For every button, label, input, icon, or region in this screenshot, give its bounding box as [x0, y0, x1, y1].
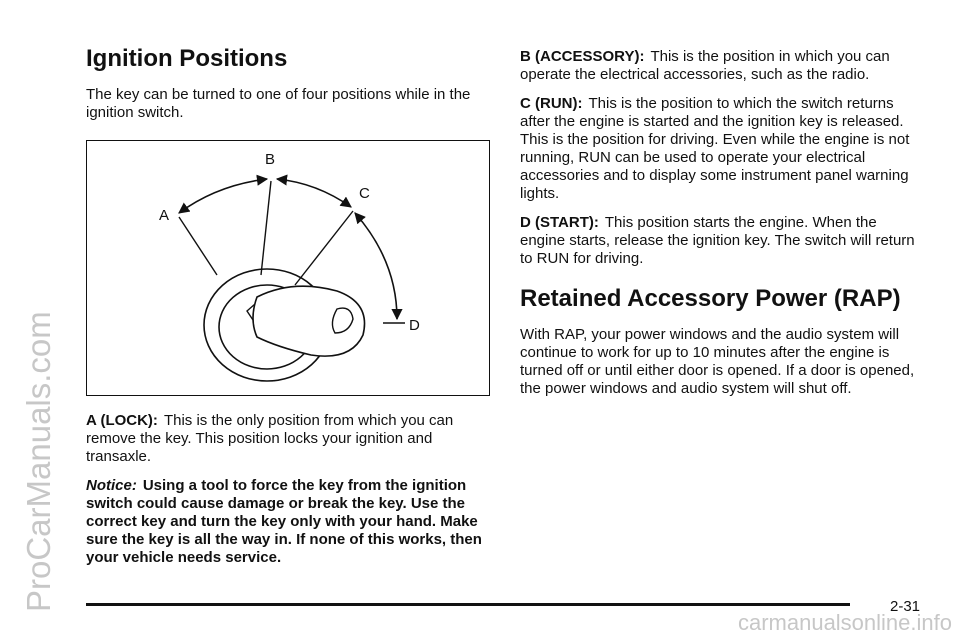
- page-number: 2-31: [890, 598, 921, 615]
- line-b: [261, 181, 271, 275]
- start-text: This position starts the engine. When the engine starts, release the ignition key. The switch will return to RUN for driving.: [520, 214, 915, 267]
- notice-label: Notice:: [86, 477, 137, 494]
- accessory-text: This is the position in which you can operate the electrical accessories, such as the radio.: [520, 48, 890, 83]
- arc-b-c: [277, 179, 351, 207]
- accessory-paragraph: [520, 48, 920, 84]
- intro-paragraph: The key can be turned to one of four positions while in the ignition switch.: [86, 86, 471, 121]
- right-column: [520, 48, 920, 409]
- lock-text: This is the only position from which you can remove the key. This position locks your ignition and transaxle.: [86, 412, 454, 465]
- left-column: [86, 44, 490, 578]
- run-term: C (RUN):: [520, 95, 583, 112]
- notice-text: Using a tool to force the key from the ignition switch could cause damage or break the key. Use the correct key and turn the key only with your hand. Make sure the key is all the way in. If none of this works, then your vehicle needs service.: [86, 477, 482, 566]
- arc-c-d: [355, 213, 397, 319]
- lock-term: A (LOCK):: [86, 412, 158, 429]
- watermark-bottom: carmanualsonline.info: [737, 610, 952, 635]
- figure-label-c: C: [359, 185, 370, 202]
- footer-rule: [86, 603, 850, 606]
- run-paragraph: [520, 95, 920, 203]
- rap-paragraph: With RAP, your power windows and the audio system will continue to work for up to 10 minutes after the engine is turned off or until either door is opened. If a door is opened, the power windows and audio system will shut off.: [520, 326, 915, 397]
- start-paragraph: [520, 214, 920, 268]
- figure-label-a: A: [159, 207, 170, 224]
- line-c: [295, 211, 353, 285]
- ignition-diagram-drawing: [87, 141, 489, 395]
- figure-label-b: B: [265, 151, 276, 168]
- run-text: This is the position to which the switch returns after the engine is started and the ignition key is released. This is the position for driving. Even while the engine is not running, RUN can be used to operate your electrical accessories and to display some instrument panel warning lights.: [520, 95, 910, 202]
- accessory-term: B (ACCESSORY):: [520, 48, 645, 65]
- arc-a-b: [179, 179, 267, 213]
- ignition-positions-title: Ignition Positions: [86, 45, 288, 72]
- lock-paragraph: [86, 412, 490, 466]
- start-term: D (START):: [520, 214, 599, 231]
- figure-label-d: D: [409, 317, 420, 334]
- rap-title: Retained Accessory Power (RAP): [520, 285, 901, 312]
- ignition-diagram: [86, 140, 490, 396]
- line-a: [179, 217, 217, 275]
- key-head: [253, 286, 365, 356]
- watermark-side: ProCarManuals.com: [20, 311, 57, 612]
- notice-paragraph: [86, 477, 490, 567]
